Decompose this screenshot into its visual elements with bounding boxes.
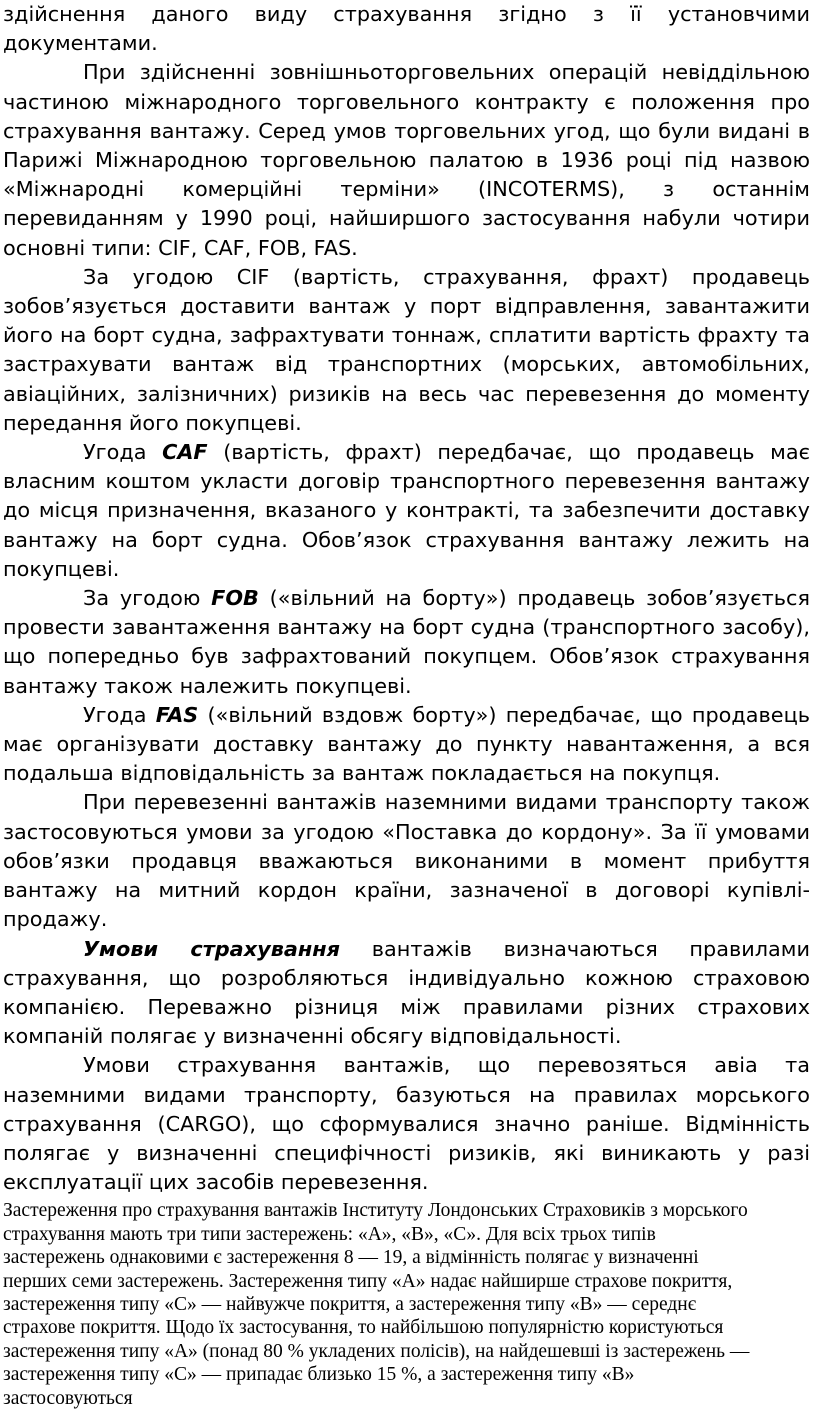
fas-intro: Угода — [83, 702, 156, 727]
paragraph-incoterms: При здійсненні зовнішньоторговельних операцій невіддільною частиною міжнародного торговельного контракту є положення про страхування вантажу. Серед умов торговельних угод, що були видані в Парижі Міжнародною торговельною палатою в 1936 році під назвою «Міжнародні комерційні терміни» (INCOTERMS), з останнім перевиданням у 1990 році, найширшого застосування набули чотири основні типи: CIF, CAF, FOB, FAS. — [3, 60, 810, 260]
clauses-line: застереження типу «С» — найвужче покриття, а застереження типу «В» — середнє — [3, 1293, 697, 1315]
paragraph-fas — [3, 701, 810, 789]
paragraph-ground-transport: При перевезенні вантажів наземними видами транспорту також застосовуються умови за угодою «Поставка до кордону». За її умовами обов’язки продавця вважаються виконаними в момент прибуття вантажу на митний кордон країни, зазначеної в договорі купівлі-продажу. — [3, 790, 810, 932]
caf-intro: Угода — [83, 440, 163, 465]
paragraph-cif: За угодою CIF (вартість, страхування, фрахт) продавець зобов’язується доставити вантаж у порт відправлення, завантажити його на борт судна, зафрахтувати тоннаж, сплатити вартість фрахту та застрахувати вантаж від транспортних (морських, автомобільних, авіаційних, залізничних) ризиків на весь час перевезення до моменту передання його покупцеві. — [3, 264, 810, 435]
fas-term: FAS — [155, 702, 199, 727]
clauses-text — [3, 1199, 810, 1410]
clauses-line: застосовуються — [3, 1387, 133, 1409]
paragraph-fob — [3, 584, 810, 701]
clauses-line: застереження типу «С» — припадає близько 15 %, а застереження типу «В» — [3, 1364, 635, 1386]
clauses-line: страхування мають три типи застережень: «А», «В», «С». Для всіх трьох типів — [3, 1223, 656, 1245]
paragraph-caf — [3, 438, 810, 584]
main-text — [3, 0, 810, 1197]
caf-term: CAF — [162, 440, 208, 465]
clauses-line: Застереження про страхування вантажів Інституту Лондонських Страховиків з морського — [3, 1200, 748, 1222]
paragraph-cargo: Умови страхування вантажів, що перевозяться авіа та наземними видами транспорту, базуються на правилах морського страхування (CARGO), що сформувалися значно раніше. Відмінність полягає у визначенні специфічності ризиків, які виникають у разі експлуатації цих засобів перевезення. — [3, 1053, 810, 1195]
fob-term: FOB — [211, 586, 259, 611]
clauses-line: перших семи застережень. Застереження типу «А» надає найширше страхове покриття, — [3, 1270, 733, 1292]
insurance-terms-body: вантажів визначаються правилами страхування, що розробляються індивідуально кожною страховою компанією. Переважно різниця між правилами різних страхових компаній полягає у визначенні обсягу відповідальності. — [3, 936, 810, 1049]
paragraph-continuation: здійснення даного виду страхування згідно з її установчими документами. — [3, 2, 810, 56]
fob-intro: За угодою — [83, 586, 212, 611]
clauses-line: страхове покриття. Щодо їх застосування, то найбільшою популярністю користуються — [3, 1317, 724, 1339]
clauses-line: застереження типу «А» (понад 80 % укладених полісів), на найдешевші із застережень — — [3, 1340, 750, 1362]
paragraph-insurance-terms — [3, 935, 810, 1052]
caf-body: (вартість, фрахт) передбачає, що продавець має власним коштом укласти договір транспортного перевезення вантажу до місця призначення, вказаного у контракті, та забезпечити доставку вантажу на борт судна. Обов’язок страхування вантажу лежить на покупцеві. — [3, 440, 810, 581]
clauses-line: застережень однаковими є застереження 8 — 19, а відмінність полягає у визначенні — [3, 1247, 699, 1269]
fas-body: («вільний вздовж борту») передбачає, що продавець має організувати доставку вантажу до пункту навантаження, а вся подальша відповідальність за вантаж покладається на покупця. — [3, 702, 810, 786]
fob-body: («вільний на борту») продавець зобов’язується провести завантаження вантажу на борт судна (транспортного засобу), що попередньо був зафрахтований покупцем. Обов’язок страхування вантажу також належить покупцеві. — [3, 586, 810, 698]
insurance-terms-term: Умови страхування — [83, 936, 340, 961]
